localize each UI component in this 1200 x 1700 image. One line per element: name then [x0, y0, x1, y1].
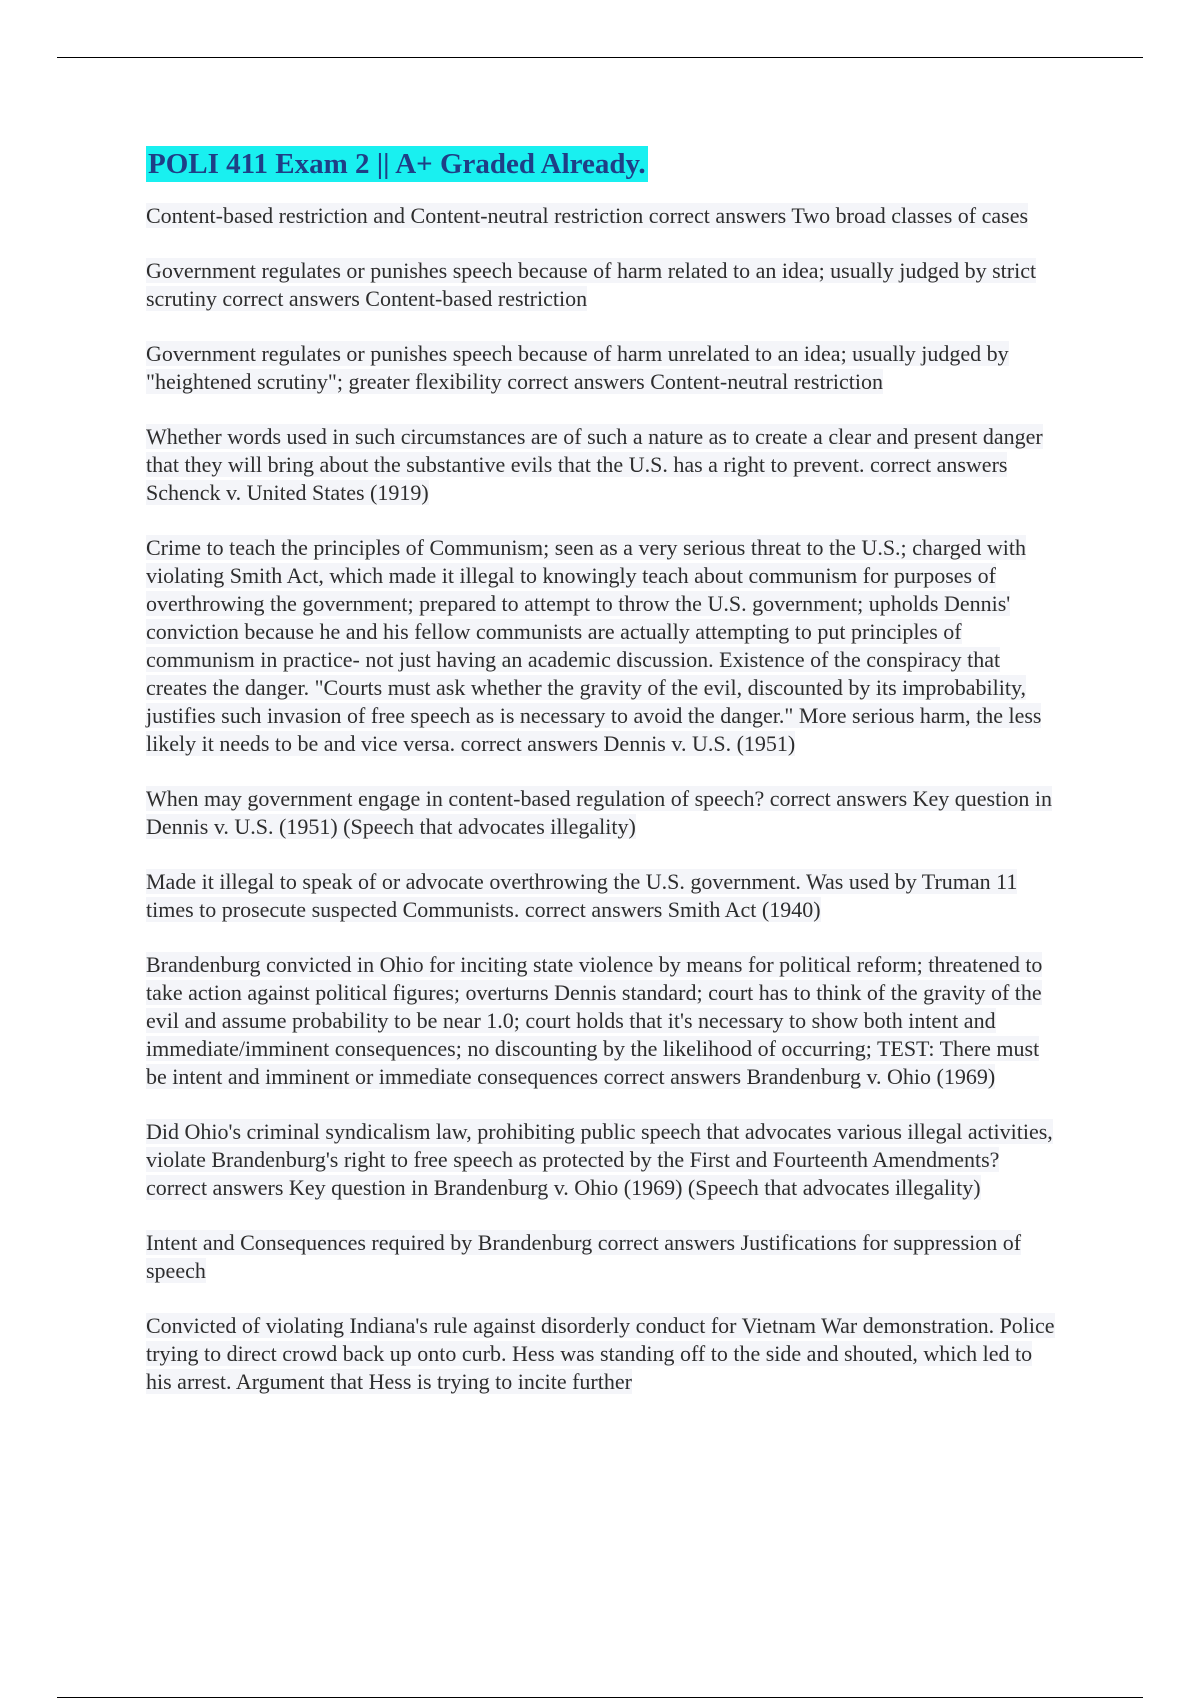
qa-entry [146, 257, 1056, 313]
qa-entry-text: When may government engage in content-based regulation of speech? correct answers Key question in Dennis v. U.S. (1951) (Speech that advocates illegality) [146, 786, 1052, 839]
qa-entry-text: Did Ohio's criminal syndicalism law, prohibiting public speech that advocates various illegal activities, violate Brandenburg's right to free speech as protected by the First and Fourteenth Amendments? correct answers Key question in Brandenburg v. Ohio (1969) (Speech that advocates illegality) [146, 1119, 1053, 1200]
qa-entry [146, 340, 1056, 396]
qa-entry [146, 785, 1056, 841]
qa-entry [146, 534, 1056, 758]
header-rule [57, 57, 1143, 58]
qa-entry [146, 1312, 1056, 1396]
qa-entry [146, 868, 1056, 924]
qa-entry-text: Intent and Consequences required by Brandenburg correct answers Justifications for suppression of speech [146, 1230, 1022, 1283]
qa-entry [146, 1229, 1056, 1285]
footer-rule [57, 1697, 1143, 1698]
qa-entry-text: Made it illegal to speak of or advocate overthrowing the U.S. government. Was used by Truman 11 times to prosecute suspected Communists. correct answers Smith Act (1940) [146, 869, 1018, 922]
qa-entry-text: Whether words used in such circumstances are of such a nature as to create a clear and present danger that they will bring about the substantive evils that the U.S. has a right to prevent. correct answers Schenck v. United States (1919) [146, 424, 1043, 505]
document-body [146, 146, 1056, 1423]
qa-entry-text: Convicted of violating Indiana's rule against disorderly conduct for Vietnam War demonstration. Police trying to direct crowd back up onto curb. Hess was standing off to the side and shouted, which led to his arrest. Argument that Hess is trying to incite further [146, 1313, 1055, 1394]
document-title: POLI 411 Exam 2 || A+ Graded Already. [148, 148, 646, 180]
qa-entry [146, 1118, 1056, 1202]
qa-entry-text: Brandenburg convicted in Ohio for inciting state violence by means for political reform; threatened to take action against political figures; overturns Dennis standard; court has to think of the gravity of the evil and assume probability to be near 1.0; court holds that it's necessary to show both intent and immediate/imminent consequences; no discounting by the likelihood of occurring; TEST: There must be intent and imminent or immediate consequences correct answers Brandenburg v. Ohio (1969) [146, 952, 1043, 1089]
qa-entry [146, 202, 1056, 230]
qa-entry [146, 423, 1056, 507]
qa-entry-text: Content-based restriction and Content-neutral restriction correct answers Two broad classes of cases [146, 203, 1029, 228]
qa-entry-text: Crime to teach the principles of Communism; seen as a very serious threat to the U.S.; charged with violating Smith Act, which made it illegal to knowingly teach about communism for purposes of overthrowing the government; prepared to attempt to throw the U.S. government; upholds Dennis' conviction because he and his fellow communists are actually attempting to put principles of communism in practice- not just having an academic discussion. Existence of the conspiracy that creates the danger. "Courts must ask whether the gravity of the evil, discounted by its improbability, justifies such invasion of free speech as is necessary to avoid the danger." More serious harm, the less likely it needs to be and vice versa. correct answers Dennis v. U.S. (1951) [146, 535, 1042, 756]
qa-entry [146, 951, 1056, 1091]
qa-entry-text: Government regulates or punishes speech because of harm related to an idea; usually judged by strict scrutiny correct answers Content-based restriction [146, 258, 1037, 311]
qa-entry-text: Government regulates or punishes speech because of harm unrelated to an idea; usually judged by "heightened scrutiny"; greater flexibility correct answers Content-neutral restriction [146, 341, 1009, 394]
